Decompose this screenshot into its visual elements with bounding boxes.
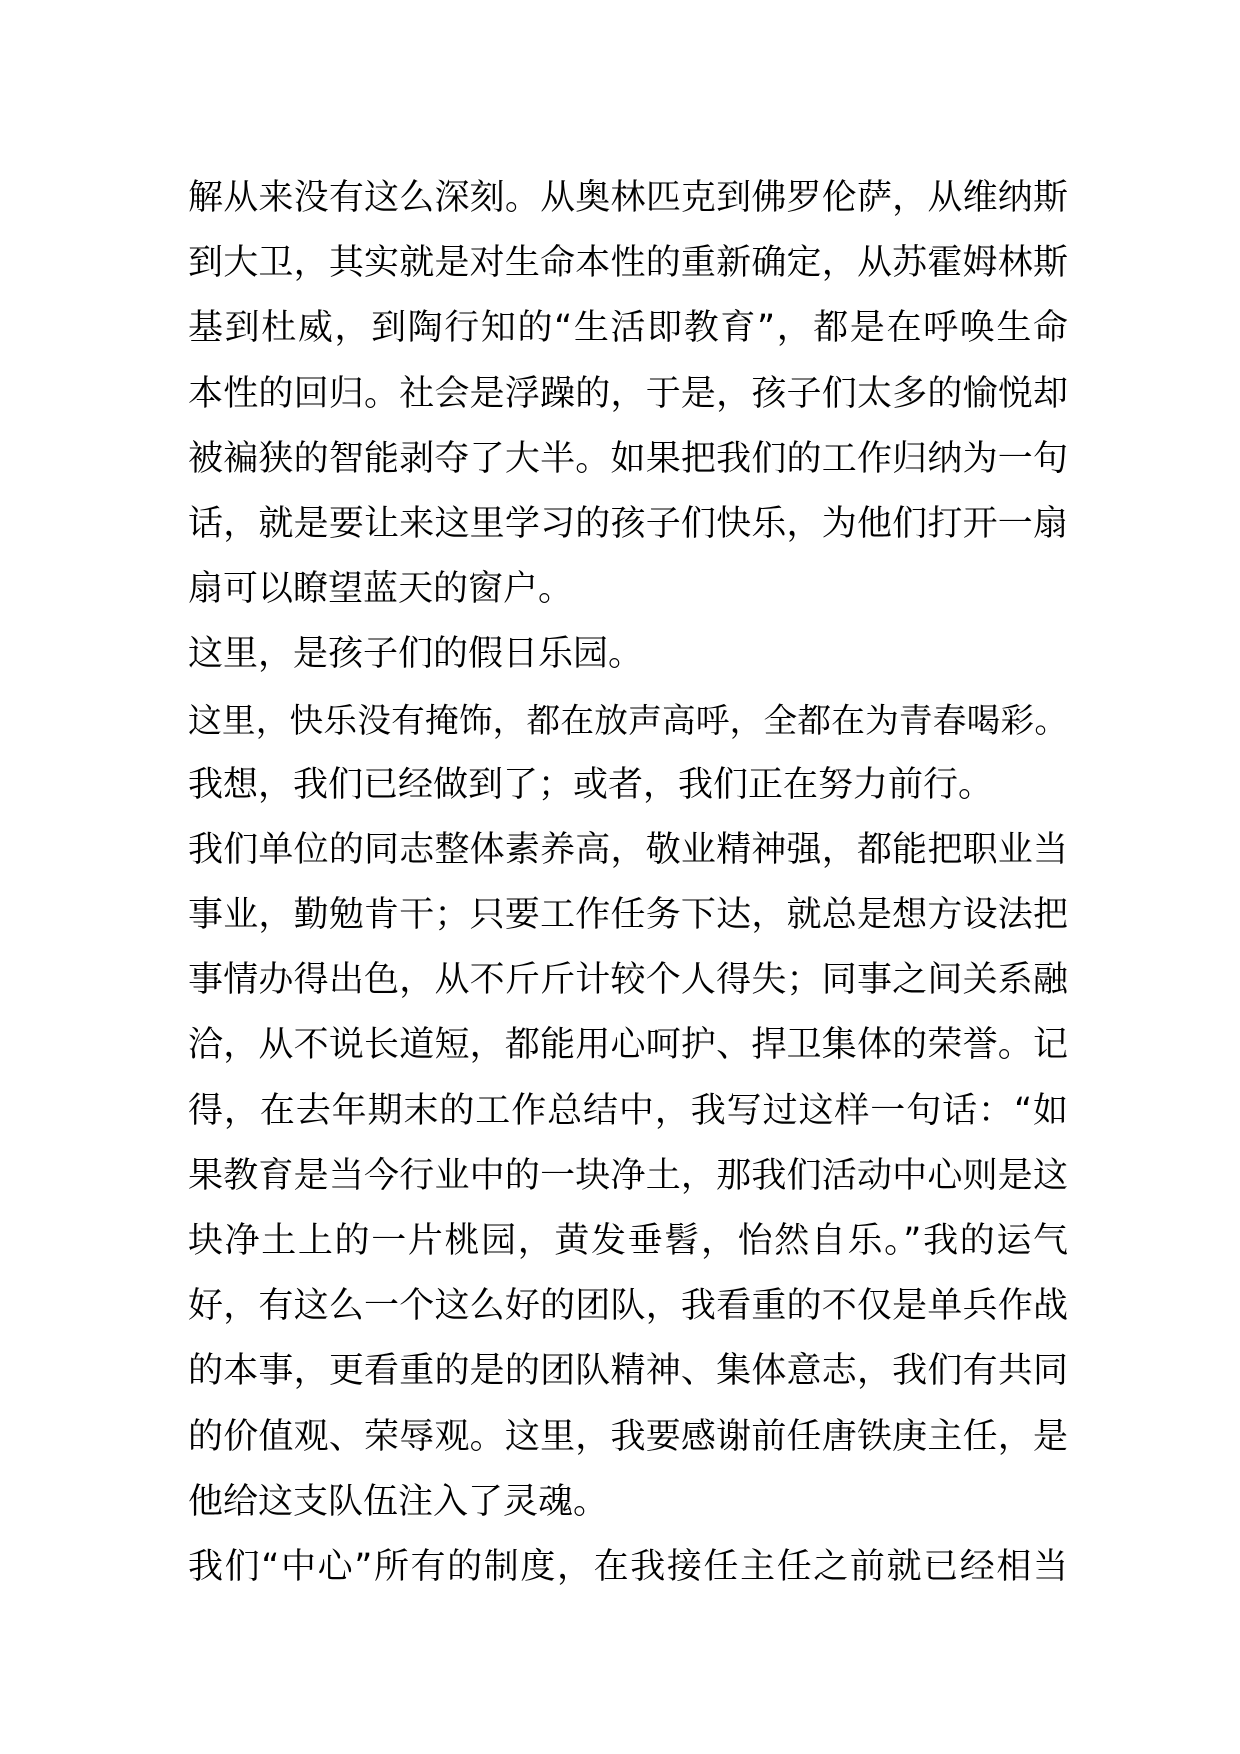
text-line: 的本事，更看重的是的团队精神、集体意志，我们有共同 [188,1351,1068,1392]
text-line: 话，就是要让来这里学习的孩子们快乐，为他们打开一扇 [188,503,1068,544]
text-line: 的价值观、荣辱观。这里，我要感谢前任唐铁庚主任，是 [188,1416,1068,1457]
text-line: 果教育是当今行业中的一块净土，那我们活动中心则是这 [188,1155,1068,1196]
text-line: 他给这支队伍注入了灵魂。 [188,1481,609,1522]
text-line: 我想，我们已经做到了；或者，我们正在努力前行。 [188,764,994,805]
text-line: 这里，是孩子们的假日乐园。 [188,634,644,675]
text-line: 到大卫，其实就是对生命本性的重新确定，从苏霍姆林斯 [188,243,1068,284]
text-line: 事业，勤勉肯干；只要工作任务下达，就总是想方设法把 [188,895,1068,936]
text-line: 扇可以瞭望蓝天的窗户。 [188,569,574,610]
body-text [188,166,1068,1600]
text-line: 我们单位的同志整体素养高，敬业精神强，都能把职业当 [188,829,1068,870]
text-line: 洽，从不说长道短，都能用心呵护、捍卫集体的荣誉。记 [188,1025,1068,1066]
text-line: 被褊狭的智能剥夺了大半。如果把我们的工作归纳为一句 [188,438,1068,479]
text-line: 这里，快乐没有掩饰，都在放声高呼，全都在为青春喝彩。 [188,700,1068,740]
text-line: 得，在去年期末的工作总结中，我写过这样一句话：“如 [188,1090,1068,1131]
text-line: 事情办得出色，从不斤斤计较个人得失；同事之间关系融 [188,960,1068,1001]
text-line: 我们“中心”所有的制度，在我接任主任之前就已经相当 [188,1546,1068,1587]
text-line: 解从来没有这么深刻。从奥林匹克到佛罗伦萨，从维纳斯 [188,178,1068,218]
text-line: 块净土上的一片桃园，黄发垂髫，怡然自乐。”我的运气 [188,1221,1068,1261]
text-line: 好，有这么一个这么好的团队，我看重的不仅是单兵作战 [188,1286,1068,1327]
text-line: 本性的回归。社会是浮躁的，于是，孩子们太多的愉悦却 [188,373,1068,414]
text-line: 基到杜威，到陶行知的“生活即教育”，都是在呼唤生命 [188,308,1068,349]
